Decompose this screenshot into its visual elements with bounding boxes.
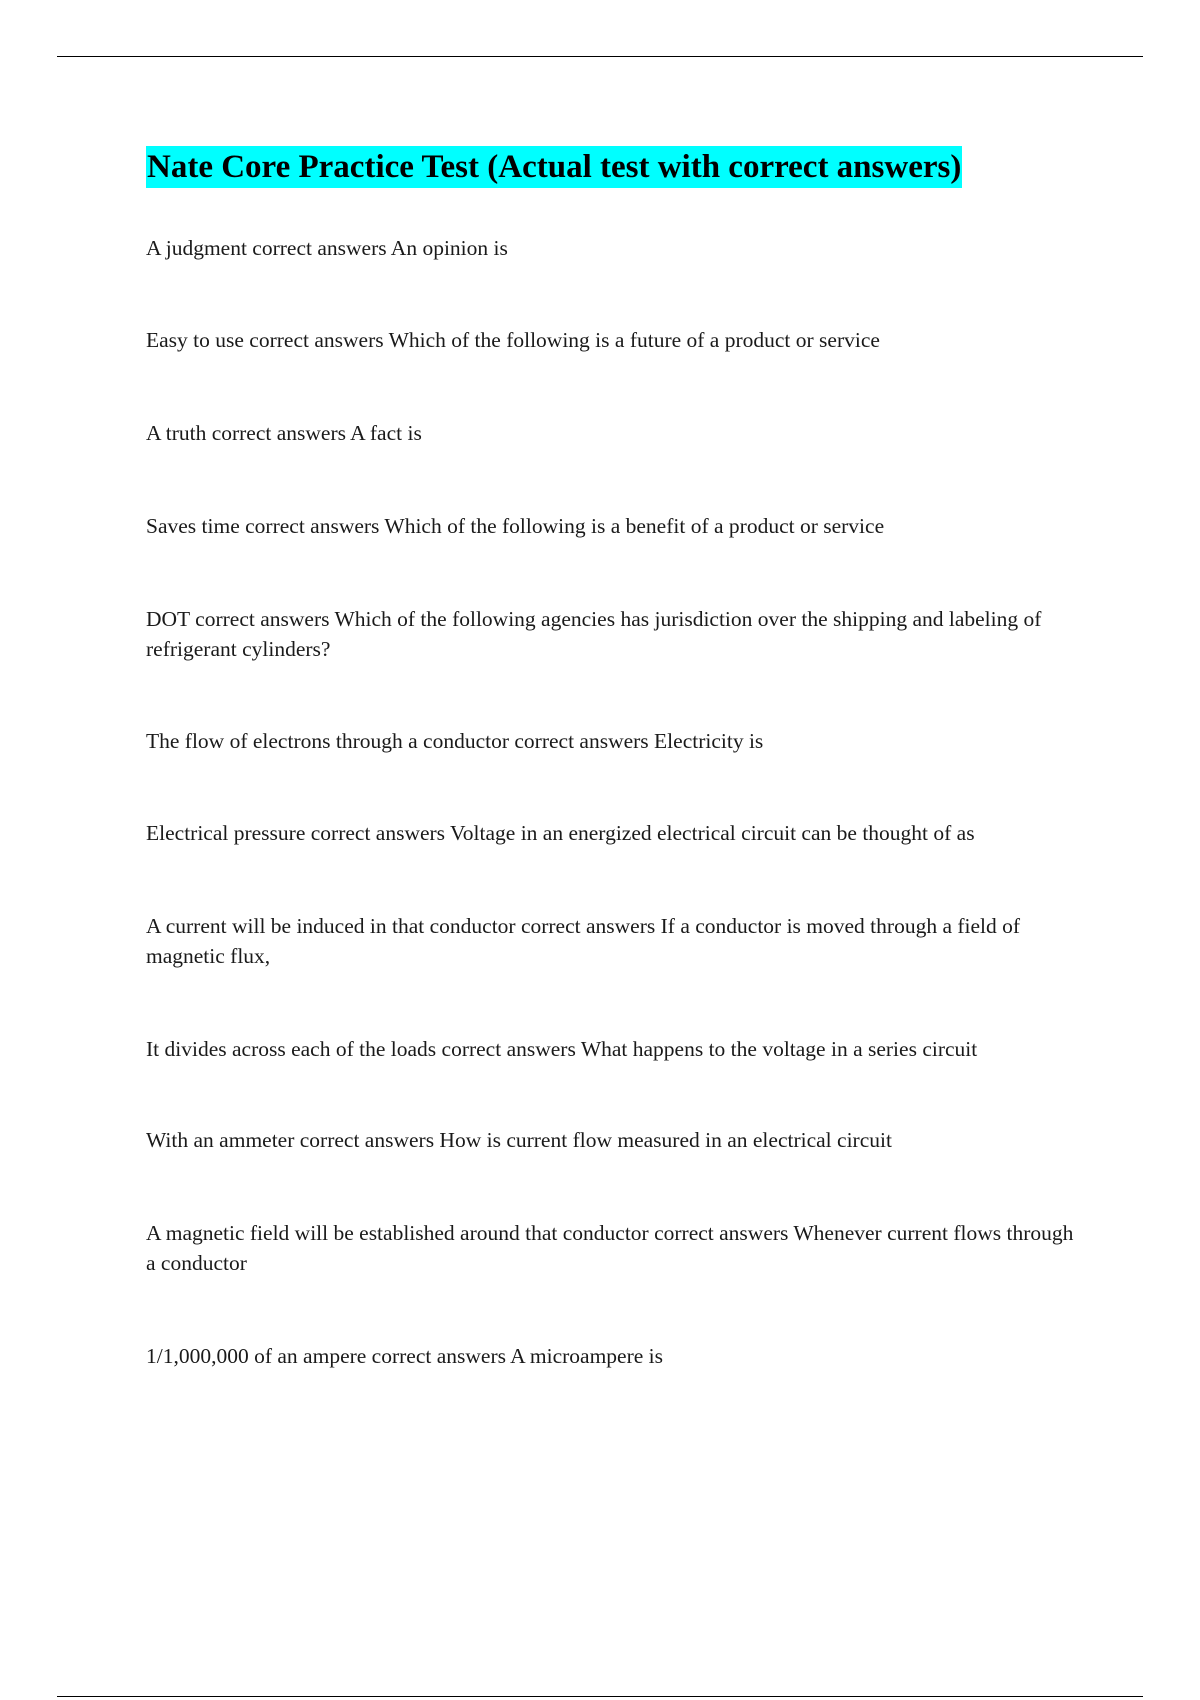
qa-entry-2: Easy to use correct answers Which of the following is a future of a product or service bbox=[146, 328, 880, 352]
qa-entry-3: A truth correct answers A fact is bbox=[146, 421, 422, 445]
qa-entry-10: With an ammeter correct answers How is current flow measured in an electrical circuit bbox=[146, 1128, 892, 1152]
qa-entry-5: DOT correct answers Which of the following agencies has jurisdiction over the shipping and labeling of refrigerant cylinders? bbox=[146, 607, 1042, 661]
qa-entry-7: Electrical pressure correct answers Voltage in an energized electrical circuit can be thought of as bbox=[146, 821, 975, 845]
top-rule bbox=[57, 56, 1143, 57]
document-title: Nate Core Practice Test (Actual test with correct answers) bbox=[146, 146, 962, 188]
qa-entry-11: A magnetic field will be established around that conductor correct answers Whenever current flows through a conductor bbox=[146, 1221, 1074, 1275]
qa-entry-4: Saves time correct answers Which of the following is a benefit of a product or service bbox=[146, 514, 885, 538]
qa-entry-12: 1/1,000,000 of an ampere correct answers A microampere is bbox=[146, 1344, 664, 1368]
bottom-rule bbox=[57, 1696, 1143, 1697]
qa-entry-9: It divides across each of the loads correct answers What happens to the voltage in a series circuit bbox=[146, 1037, 978, 1061]
qa-entry-1: A judgment correct answers An opinion is bbox=[146, 236, 508, 260]
qa-entry-8: A current will be induced in that conductor correct answers If a conductor is moved through a field of magnetic flux, bbox=[146, 914, 1021, 968]
qa-entry-6: The flow of electrons through a conductor correct answers Electricity is bbox=[146, 729, 764, 753]
